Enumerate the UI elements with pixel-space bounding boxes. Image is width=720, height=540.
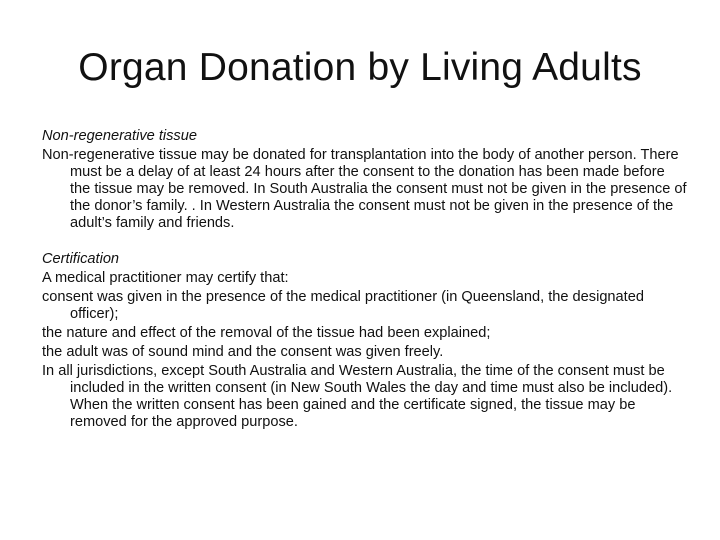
section-heading: Certification [42, 251, 120, 267]
section-non-regenerative-tissue [42, 128, 687, 232]
section-heading: Non-regenerative tissue [42, 128, 197, 144]
section-paragraph: the nature and effect of the removal of the tissue had been explained; [42, 325, 491, 341]
section-certification [42, 251, 687, 431]
section-paragraph: Non-regenerative tissue may be donated for transplantation into the body of another person. There must be a delay of at least 24 hours after the consent to the donation has been made before the tissue may be removed. In South Australia the consent must not be given in the presence of the donor’s family. . In Western Australia the consent must not be given in the presence of the adult’s family and friends. [42, 147, 687, 231]
section-spacer [42, 234, 687, 251]
section-paragraph: In all jurisdictions, except South Australia and Western Australia, the time of the consent must be included in the written consent (in New South Wales the day and time must also be included). When the written consent has been gained and the certificate signed, the tissue may be removed for the approved purpose. [42, 363, 673, 430]
section-paragraph: consent was given in the presence of the medical practitioner (in Queensland, the designated officer); [42, 289, 644, 322]
slide-title: Organ Donation by Living Adults [78, 46, 642, 89]
slide-body [42, 128, 687, 433]
section-paragraph: the adult was of sound mind and the consent was given freely. [42, 344, 444, 360]
section-paragraph: A medical practitioner may certify that: [42, 270, 289, 286]
